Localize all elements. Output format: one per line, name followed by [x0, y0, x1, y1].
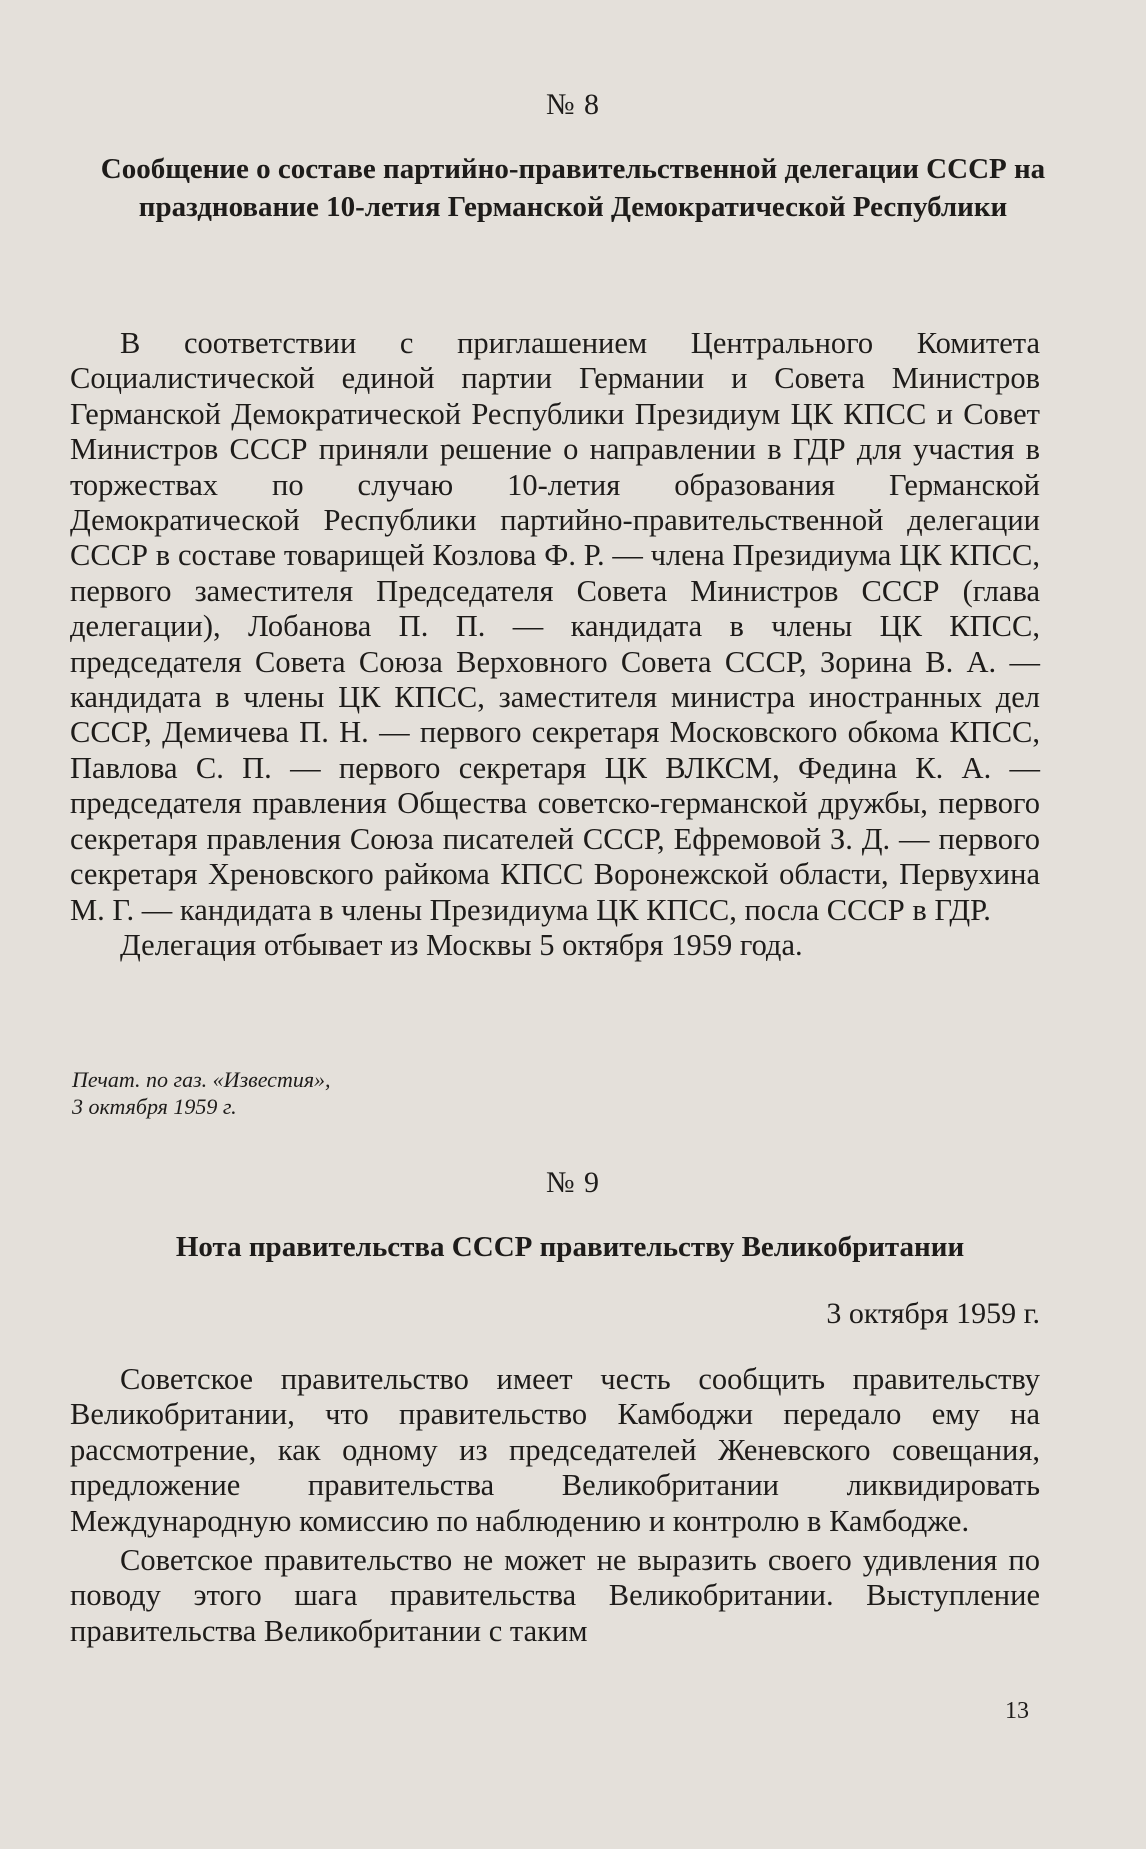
source-citation — [72, 1066, 572, 1120]
document-number-8: № 8 — [545, 88, 601, 121]
paragraph: Делегация отбывает из Москвы 5 октября 1959 года. — [120, 927, 803, 962]
document-title-8: Сообщение о составе партийно-правительственной делегации СССР на празднование 10-летия Германской Демократической Республики — [100, 153, 1046, 223]
document-date: 3 октября 1959 г. — [826, 1297, 1040, 1330]
source-line: Печат. по газ. «Известия», — [72, 1067, 331, 1092]
paragraph: В соответствии с приглашением Центрального Комитета Социалистической единой партии Германии и Совета Министров Германской Демократической Республики Президиум ЦК КПСС и Совет Министров СССР приняли решение о направлении в ГДР для участия в торжествах по случаю 10-летия образования Германской Демократической Республики партийно-правительственной делегации СССР в составе товарищей Козлова Ф. Р. — члена Президиума ЦК КПСС, первого заместителя Председателя Совета Министров СССР (глава делегации), Лобанова П. П. — кандидата в члены ЦК КПСС, председателя Совета Союза Верховного Совета СССР, Зорина В. А. — кандидата в члены ЦК КПСС, заместителя министра иностранных дел СССР, Демичева П. Н. — первого секретаря Московского обкома КПСС, Павлова С. П. — первого секретаря ЦК ВЛКСМ, Федина К. А. — председателя правления Общества советско-германской дружбы, первого секретаря правления Союза писателей СССР, Ефремовой З. Д. — первого секретаря Хреновского райкома КПСС Воронежской области, Первухина М. Г. — кандидата в члены Президиума ЦК КПСС, посла СССР в ГДР. — [70, 326, 1040, 927]
source-line: 3 октября 1959 г. — [72, 1094, 237, 1119]
document-body-8 — [70, 326, 1040, 963]
paragraph: Советское правительство имеет честь сообщить правительству Великобритании, что правительство Камбоджи передало ему на рассмотрение, как одному из председателей Женевского совещания, предложение правительства Великобритании ликвидировать Международную комиссию по наблюдению и контролю в Камбодже. — [70, 1362, 1040, 1538]
page-number: 13 — [1005, 1698, 1029, 1724]
document-title-9: Нота правительства СССР правительству Великобритании — [175, 1231, 965, 1263]
paragraph: Советское правительство не может не выразить своего удивления по поводу этого шага правительства Великобритании. Выступление правительства Великобритании с таким — [70, 1543, 1040, 1648]
document-body-9 — [70, 1362, 1040, 1649]
document-number-9: № 9 — [545, 1166, 601, 1199]
